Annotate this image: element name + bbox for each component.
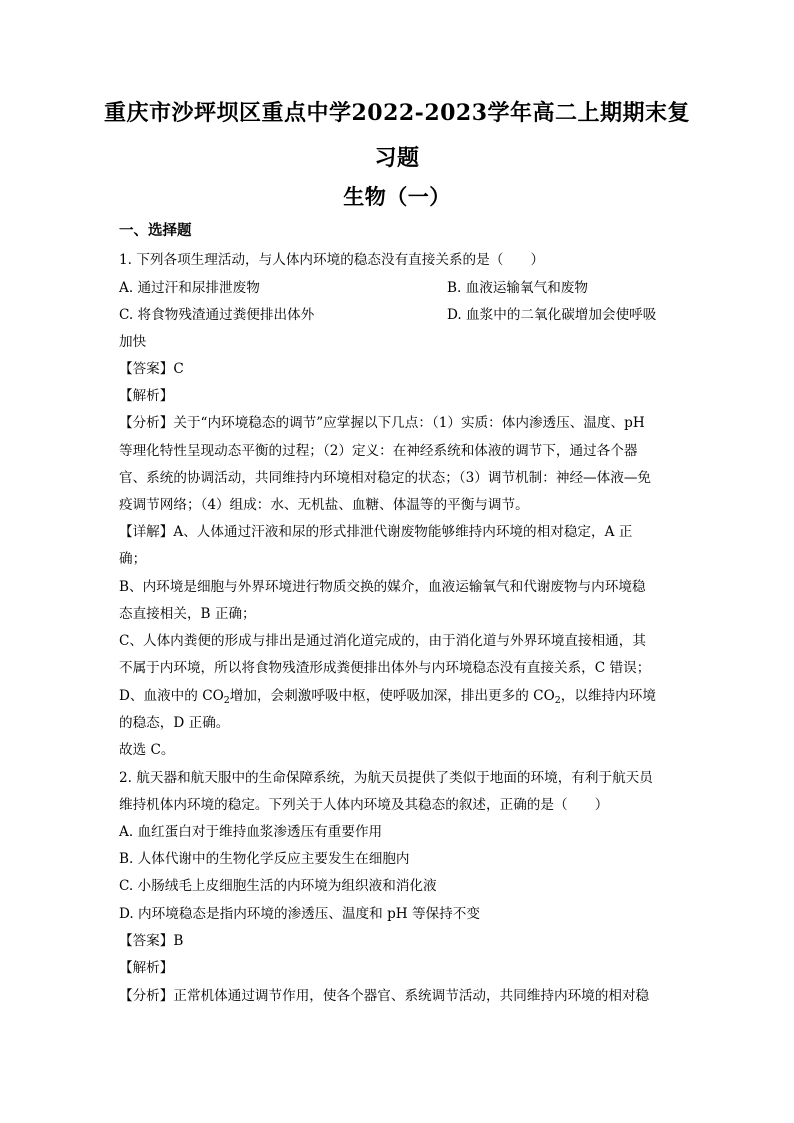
q1-analysis-line: 【分析】关于“内环境稳态的调节”应掌握以下几点：（1）实质：体内渗透压、温度、pH [119,415,645,431]
q1-option-d-continued: 加快 [119,334,147,350]
q1-detail-line: C、人体内粪便的形成与排出是通过消化道完成的，由于消化道与外界环境直接相通，其 [119,633,646,649]
q1-option-c: C. 将食物残渣通过粪便排出体外 [119,307,315,323]
page-title-line2: 习题 [374,145,420,171]
page-subtitle: 生物（一） [343,184,451,209]
q1-analysis-label: 【解析】 [119,388,174,404]
q1-conclusion: 故选 C。 [119,742,175,758]
q2-stem-line1: 2. 航天器和航天服中的生命保障系统，为航天员提供了类似于地面的环境，有利于航天员 [119,770,653,786]
subscript-2: 2 [223,695,230,706]
q2-option-a: A. 血红蛋白对于维持血浆渗透压有重要作用 [119,824,383,840]
q2-option-d: D. 内环境稳态是指内环境的渗透压、温度和 pH 等保持不变 [119,906,480,922]
q2-stem-line2: 维持机体内环境的稳定。下列关于人体内环境及其稳态的叙述，正确的是（ ） [119,797,609,813]
q1-detail-line: 不属于内环境，所以将食物残渣形成粪便排出体外与内环境稳态没有直接关系，C 错误； [119,660,651,676]
q1-detail-d-part1: D、血液中的 CO [119,688,224,704]
q2-answer: 【答案】B [119,933,184,949]
page-title-line1: 重庆市沙坪坝区重点中学2022-2023学年高二上期期末复 [103,100,691,126]
q1-option-a: A. 通过汗和尿排泄废物 [119,280,260,296]
q1-analysis-line: 等理化特性呈现动态平衡的过程；（2）定义：在神经系统和体液的调节下，通过各个器 [119,443,638,459]
q1-answer: 【答案】C [119,361,184,377]
q2-analysis-line: 【分析】正常机体通过调节作用，使各个器官、系统调节活动，共同维持内环境的相对稳 [119,988,650,1004]
q1-analysis-line: 官、系统的协调活动，共同维持内环境相对稳定的状态；（3）调节机制：神经—体液—免 [119,470,652,486]
q1-detail-line: 的稳态，D 正确。 [119,715,230,731]
q1-detail-line: B、内环境是细胞与外界环境进行物质交换的媒介，血液运输氧气和代谢废物与内环境稳 [119,579,646,595]
q1-detail-line: 确； [119,551,147,567]
q1-stem: 1. 下列各项生理活动，与人体内环境的稳态没有直接关系的是（ ） [119,252,545,268]
q2-option-b: B. 人体代谢中的生物化学反应主要发生在细胞内 [119,851,410,867]
q1-option-d: D. 血浆中的二氧化碳增加会使呼吸 [447,307,657,323]
q1-detail-line: 【详解】A、人体通过汗液和尿的形式排泄代谢废物能够维持内环境的相对稳定，A 正 [119,524,633,540]
q1-detail-d-part2: 增加，会刺激呼吸中枢，使呼吸加深，排出更多的 CO [229,688,555,704]
q1-analysis-line: 疫调节网络；（4）组成：水、无机盐、血糖、体温等的平衡与调节。 [119,497,529,513]
q2-option-c: C. 小肠绒毛上皮细胞生活的内环境为组织液和消化液 [119,878,437,894]
q1-detail-line-d [119,688,656,706]
section-heading: 一、选择题 [119,222,192,239]
subscript-2: 2 [554,695,561,706]
q1-detail-line: 态直接相关，B 正确； [119,606,256,622]
q1-detail-d-part3: ，以维持内环境 [560,688,656,704]
q1-option-b: B. 血液运输氧气和废物 [447,280,588,296]
q2-analysis-label: 【解析】 [119,960,174,976]
